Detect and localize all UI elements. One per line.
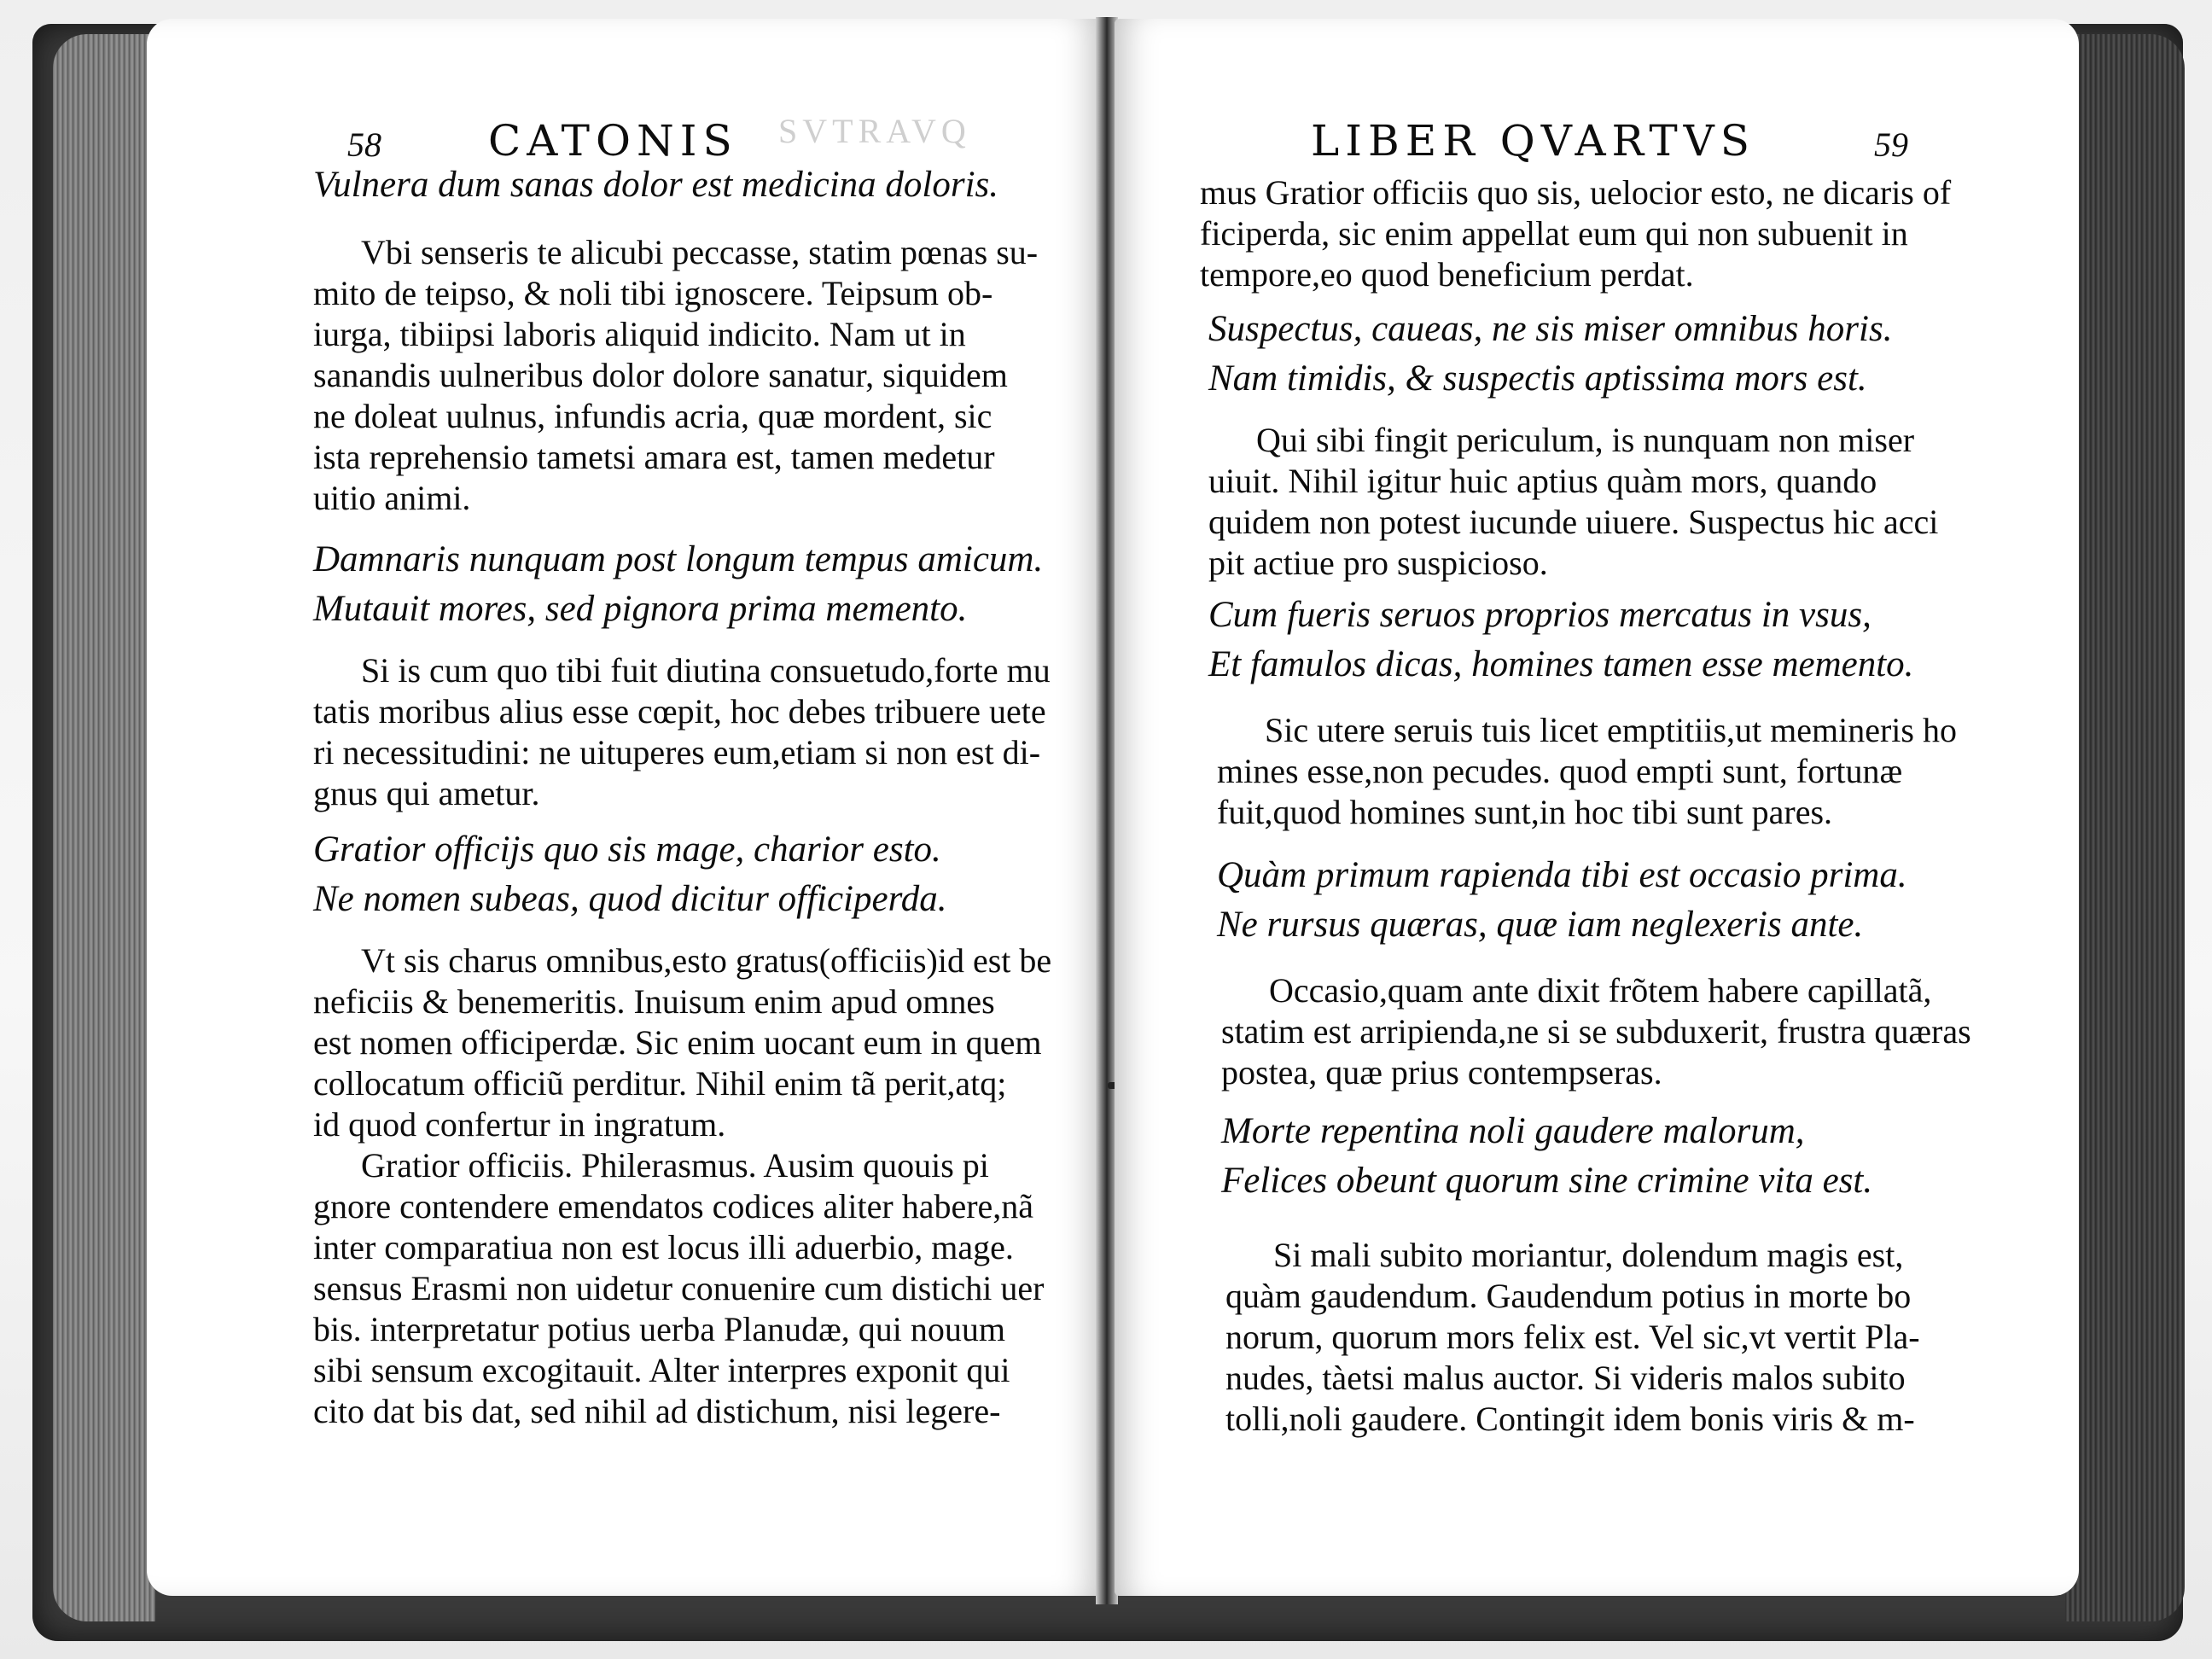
right-verse-3 (1217, 851, 1907, 950)
text-line: Vbi senseris te alicubi peccasse, statim pœnas su- (361, 233, 1039, 271)
left-prose-4 (313, 1145, 1044, 1432)
right-prose-2 (1208, 420, 1938, 584)
verse-line: Morte repentina noli gaudere malorum, (1221, 1111, 1805, 1151)
text-line: mito de teipso, & noli tibi ignoscere. Teipsum ob- (313, 274, 993, 312)
verse-line: Quàm primum rapienda tibi est occasio prima. (1217, 855, 1907, 895)
text-line: inter comparatiua non est locus illi aduerbio, mage. (313, 1228, 1014, 1266)
verse-line: Ne rursus quæras, quæ iam neglexeris ante. (1217, 905, 1864, 945)
right-verse-2 (1208, 591, 1913, 690)
right-verse-4 (1221, 1107, 1872, 1206)
text-line: tempore,eo quod beneficium perdat. (1200, 255, 1694, 294)
left-page (147, 19, 1101, 1596)
left-prose-2 (313, 650, 1051, 814)
text-line: tatis moribus alius esse cœpit, hoc debes tribuere uete (313, 692, 1046, 731)
left-folio: 58 (347, 125, 381, 164)
verse-line: Et famulos dicas, homines tamen esse memento. (1208, 644, 1914, 684)
right-prose-3 (1217, 710, 1957, 833)
verse-line: Nam timidis, & suspectis aptissima mors est. (1208, 358, 1867, 399)
right-prose-1 (1200, 172, 1951, 295)
text-line: neficiis & benemeritis. Inuisum enim apud omnes (313, 982, 995, 1021)
text-line: mus Gratior officiis quo sis, uelocior esto, ne dicaris of (1200, 173, 1952, 212)
text-line: Gratior officiis. Philerasmus. Ausim quouis pi (361, 1146, 989, 1185)
right-page (1115, 19, 2079, 1596)
text-line: statim est arripienda,ne si se subduxerit, frustra quæras (1221, 1012, 1971, 1051)
text-line: sensus Erasmi non uidetur conuenire cum distichi uer (313, 1269, 1045, 1307)
text-line: fuit,quod homines sunt,in hoc tibi sunt pares. (1217, 793, 1833, 831)
verse-line: Suspectus, caueas, ne sis miser omnibus horis. (1208, 309, 1893, 349)
text-line: uitio animi. (313, 479, 471, 517)
right-verse-1 (1208, 305, 1892, 404)
text-line: collocatum officiũ perditur. Nihil enim tã perit,atq; (313, 1064, 1007, 1103)
text-line: quàm gaudendum. Gaudendum potius in morte bo (1225, 1277, 1912, 1315)
text-line: ne doleat uulnus, infundis acria, quæ mordent, sic (313, 397, 992, 435)
left-verse-3 (313, 825, 946, 924)
text-line: Si mali subito moriantur, dolendum magis est, (1273, 1236, 1904, 1274)
text-line: Vt sis charus omnibus,esto gratus(officiis)id est be (361, 941, 1052, 980)
verse-line: Damnaris nunquam post longum tempus amicum. (313, 539, 1044, 579)
left-showthrough-head: SVTRAVQ (778, 112, 971, 150)
right-folio: 59 (1874, 125, 1908, 164)
verse-line: Cum fueris seruos proprios mercatus in vsus, (1208, 595, 1871, 635)
left-verse-1 (313, 160, 998, 210)
right-prose-5 (1225, 1235, 1920, 1440)
text-line: id quod confertur in ingratum. (313, 1105, 726, 1144)
text-line: mines esse,non pecudes. quod empti sunt, fortunæ (1217, 752, 1903, 790)
text-line: norum, quorum mors felix est. Vel sic,vt vertit Pla- (1225, 1318, 1920, 1356)
right-prose-4 (1221, 970, 1971, 1093)
right-running-head: LIBER QVARTVS (1311, 116, 1756, 166)
text-line: uiuit. Nihil igitur huic aptius quàm mors, quando (1208, 462, 1877, 500)
left-verse-2 (313, 535, 1043, 634)
text-line: ficiperda, sic enim appellat eum qui non subuenit in (1200, 214, 1908, 253)
text-line: gnus qui ametur. (313, 774, 540, 812)
verse-line: Ne nomen subeas, quod dicitur officiperda. (313, 879, 947, 919)
verse-line: Mutauit mores, sed pignora prima memento. (313, 589, 968, 629)
verse-line: Gratior officijs quo sis mage, charior esto. (313, 830, 941, 870)
text-line: tolli,noli gaudere. Contingit idem bonis viris & m- (1225, 1400, 1915, 1438)
text-line: bis. interpretatur potius uerba Planudæ, qui nouum (313, 1310, 1005, 1348)
text-line: Si is cum quo tibi fuit diutina consuetudo,forte mu (361, 651, 1051, 690)
text-line: gnore contendere emendatos codices aliter habere,nã (313, 1187, 1034, 1225)
left-prose-1 (313, 232, 1038, 519)
text-line: postea, quæ prius contempseras. (1221, 1053, 1662, 1091)
text-line: sanandis uulneribus dolor dolore sanatur, siquidem (313, 356, 1008, 394)
left-running-head: CATONIS (488, 116, 738, 166)
text-line: ri necessitudini: ne uituperes eum,etiam si non est di- (313, 733, 1041, 771)
verse-line: Vulnera dum sanas dolor est medicina doloris. (313, 165, 999, 205)
text-line: quidem non potest iucunde uiuere. Suspectus hic acci (1208, 503, 1939, 541)
right-page-edges (2065, 34, 2185, 1621)
text-line: iurga, tibiipsi laboris aliquid indicito. Nam ut in (313, 315, 966, 353)
text-line: est nomen officiperdæ. Sic enim uocant eum in quem (313, 1023, 1042, 1062)
left-prose-3 (313, 940, 1051, 1145)
text-line: Qui sibi fingit periculum, is nunquam non miser (1256, 421, 1915, 459)
text-line: pit actiue pro suspicioso. (1208, 544, 1548, 582)
text-line: nudes, tàetsi malus auctor. Si videris malos subito (1225, 1359, 1906, 1397)
left-page-edges (53, 34, 155, 1621)
text-line: cito dat bis dat, sed nihil ad distichum, nisi legere- (313, 1392, 1001, 1430)
text-line: Sic utere seruis tuis licet emptitiis,ut memineris ho (1265, 711, 1957, 749)
text-line: sibi sensum excogitauit. Alter interpres exponit qui (313, 1351, 1010, 1389)
text-line: ista reprehensio tametsi amara est, tamen medetur (313, 438, 995, 476)
text-line: Occasio,quam ante dixit frõtem habere capillatã, (1269, 971, 1932, 1010)
verse-line: Felices obeunt quorum sine crimine vita est. (1221, 1161, 1873, 1201)
